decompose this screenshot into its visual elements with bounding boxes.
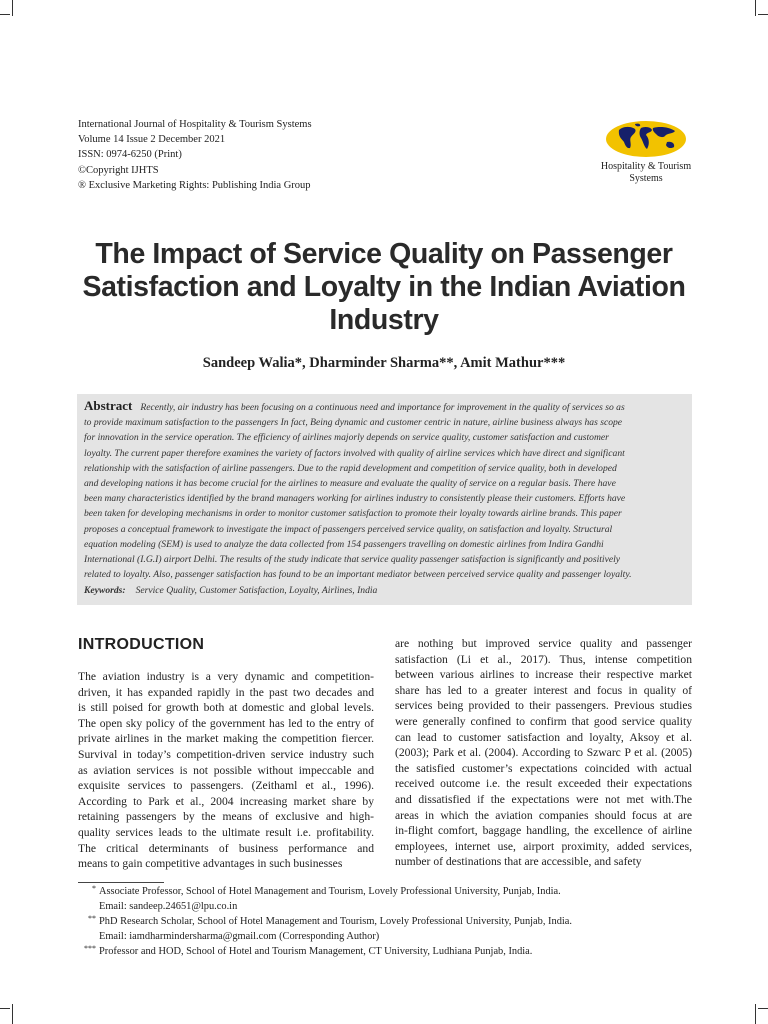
body-line: driven, it has expanded rapidly in the past two decades and bbox=[78, 685, 374, 699]
body-line: received outcome i.e. the result exceeded their expectations bbox=[395, 777, 692, 791]
footnote bbox=[78, 885, 561, 914]
crop-mark bbox=[758, 1008, 768, 1009]
body-line: between various airlines to increase their respective market bbox=[395, 668, 692, 682]
crop-mark bbox=[0, 1008, 10, 1009]
crop-mark bbox=[0, 14, 10, 15]
body-line: (2003); Park et al. (2004). According to Szwarc P et al. (2005) bbox=[395, 746, 692, 760]
abstract-line: related to loyalty. Also, passenger satisfaction has found to be an important mediator between perceived service quality and passenger loyalty. bbox=[84, 569, 632, 581]
authors: Sandeep Walia*, Dharminder Sharma**, Amit Mathur*** bbox=[202, 355, 566, 371]
footnote-line: Email: sandeep.24651@lpu.co.in bbox=[99, 900, 238, 912]
body-line: The aviation industry is a very dynamic and competition- bbox=[78, 670, 374, 683]
crop-mark bbox=[12, 0, 13, 16]
abstract-line: been many characteristics identified by the brand managers working for airlines industry to consistently please their customers. Efforts have bbox=[84, 493, 626, 505]
footnote bbox=[78, 915, 572, 944]
body-line: is still poised for growth both at domestic and global levels. bbox=[78, 701, 374, 715]
body-line: share has led to a greater interest and focus in quality of bbox=[395, 683, 692, 697]
journal-name: International Journal of Hospitality & Tourism Systems bbox=[78, 119, 312, 130]
footnote-line: PhD Research Scholar, School of Hotel Management and Tourism, Lovely Professional University, Punjab, India. bbox=[99, 916, 572, 927]
journal-logo bbox=[600, 120, 692, 184]
abstract-line: loyalty. The current paper therefore examines the variety of factors involved with quality of airline services which have direct and significant bbox=[84, 447, 625, 459]
footnote bbox=[78, 945, 532, 960]
abstract-line: proposes a conceptual framework to investigate the impact of passengers perceived service quality, on satisfaction and loyalty. Structural bbox=[84, 523, 613, 535]
crop-mark bbox=[755, 1004, 756, 1024]
keywords bbox=[84, 585, 377, 596]
journal-issn: ISSN: 0974-6250 (Print) bbox=[78, 149, 182, 161]
abstract-line: equation modeling (SEM) is used to analyze the data collected from 154 passengers travelling on domestic airlines from Indira Gandhi bbox=[84, 538, 604, 550]
logo-caption-line: Systems bbox=[629, 172, 663, 184]
journal-rights: ® Exclusive Marketing Rights: Publishing India Group bbox=[78, 179, 311, 191]
abstract-line: relationship with the satisfaction of airline passengers. Due to the rapid development and competition of service quality, both in developed bbox=[84, 462, 617, 474]
body-line: are nothing but improved service quality and passenger bbox=[395, 637, 692, 650]
abstract-line: International (I.G.I) airport Delhi. The results of the study indicate that service quality passenger satisfaction is significantly and positively bbox=[84, 554, 621, 566]
body-line: services being provided to their passengers. Previous studies bbox=[395, 699, 692, 713]
crop-mark bbox=[758, 14, 768, 15]
crop-mark bbox=[12, 1004, 13, 1024]
title-line: Satisfaction and Loyalty in the Indian Aviation bbox=[82, 271, 686, 303]
journal-info bbox=[78, 117, 312, 193]
body-line: and dissatisfied if the expectations were not met with.The bbox=[395, 792, 692, 806]
abstract-line bbox=[84, 398, 686, 415]
abstract-line: and developing nations it has become crucial for the airlines to measure and evaluate the quality of service on a regular basis. There have bbox=[84, 478, 616, 490]
keywords-label: Keywords: bbox=[84, 585, 126, 596]
footnote-line: Email: iamdharmindersharma@gmail.com (Corresponding Author) bbox=[99, 930, 380, 942]
body-line: the satisfied customer’s expectations coincided with actual bbox=[395, 761, 692, 775]
footnote-line: Associate Professor, School of Hotel Management and Tourism, Lovely Professional University, Punjab, India. bbox=[99, 886, 561, 897]
section-heading: INTRODUCTION bbox=[78, 636, 205, 653]
abstract-line: for innovation in the service operation. The efficiency of airlines majorly depends on service quality, customer satisfaction and customer bbox=[84, 432, 609, 444]
body-line: According to Park et al., 2004 increasing market share by bbox=[78, 794, 374, 808]
body-line: means to gain competitive advantages in such businesses bbox=[78, 857, 343, 871]
body-line: areas in which the aviation companies should focus at are bbox=[395, 808, 692, 822]
title-line: Industry bbox=[329, 304, 439, 336]
body-line: were generally confined to confirm that good service quality bbox=[395, 714, 692, 728]
title-line: The Impact of Service Quality on Passenger bbox=[95, 238, 673, 270]
globe-map-icon bbox=[605, 120, 687, 158]
body-line: as aviation services is not possible without impeccable and bbox=[78, 763, 374, 777]
footnote-mark: * bbox=[92, 884, 96, 893]
journal-volume: Volume 14 Issue 2 December 2021 bbox=[78, 134, 226, 146]
footnote-mark: *** bbox=[84, 944, 96, 953]
body-line: number of destinations that are accessible, and safety bbox=[395, 855, 642, 869]
abstract bbox=[84, 398, 686, 582]
abstract-heading: Abstract bbox=[84, 398, 133, 413]
body-line: The critical determinants of business performance and bbox=[78, 841, 374, 855]
body-line: exquisite services to passengers. (Zeithaml et al., 1996). bbox=[78, 779, 374, 793]
crop-mark bbox=[755, 0, 756, 16]
body-line: Survival in today’s competition-driven service industry such bbox=[78, 747, 374, 761]
journal-copyright: ©Copyright IJHTS bbox=[78, 164, 159, 176]
body-line: quality services leads to the ultimate result i.e. profitability. bbox=[78, 825, 374, 839]
body-line: can lead to customer satisfaction and loyalty, Aksoy et al. bbox=[395, 730, 692, 744]
body-line: private airlines in the market making the competition fiercer. bbox=[78, 732, 374, 746]
logo-caption-line: Hospitality & Tourism bbox=[600, 161, 692, 172]
body-column-right bbox=[395, 636, 692, 870]
logo-caption bbox=[600, 161, 692, 184]
footnote-line: Professor and HOD, School of Hotel and Tourism Management, CT University, Ludhiana Punjab, India. bbox=[99, 946, 533, 957]
keywords-text: Service Quality, Customer Satisfaction, Loyalty, Airlines, India bbox=[135, 585, 378, 596]
body-line: retaining passengers by the means of exclusive and high- bbox=[78, 810, 374, 824]
body-column-left bbox=[78, 669, 374, 872]
abstract-line-text: Recently, air industry has been focusing on a continuous need and importance for improvement in the quality of services so as bbox=[140, 402, 625, 413]
abstract-line: to provide maximum satisfaction to the passengers In fact, Being dynamic and customer centric in nature, airline business always has scope bbox=[84, 417, 623, 429]
body-line: in-flight comfort, baggage handling, the excellence of airline bbox=[395, 824, 692, 838]
abstract-line: been taken for developing mechanisms in order to monitor customer satisfaction to promote their loyalty towards airline brands. This paper bbox=[84, 508, 622, 520]
footnote-mark: ** bbox=[88, 914, 96, 923]
paper-title bbox=[60, 238, 708, 337]
body-line: satisfaction (Li et al., 2017). Thus, intense competition bbox=[395, 652, 692, 666]
body-line: employees, internet use, airport proximity, added services, bbox=[395, 839, 692, 853]
body-line: The open sky policy of the government has led to the entry of bbox=[78, 716, 374, 730]
